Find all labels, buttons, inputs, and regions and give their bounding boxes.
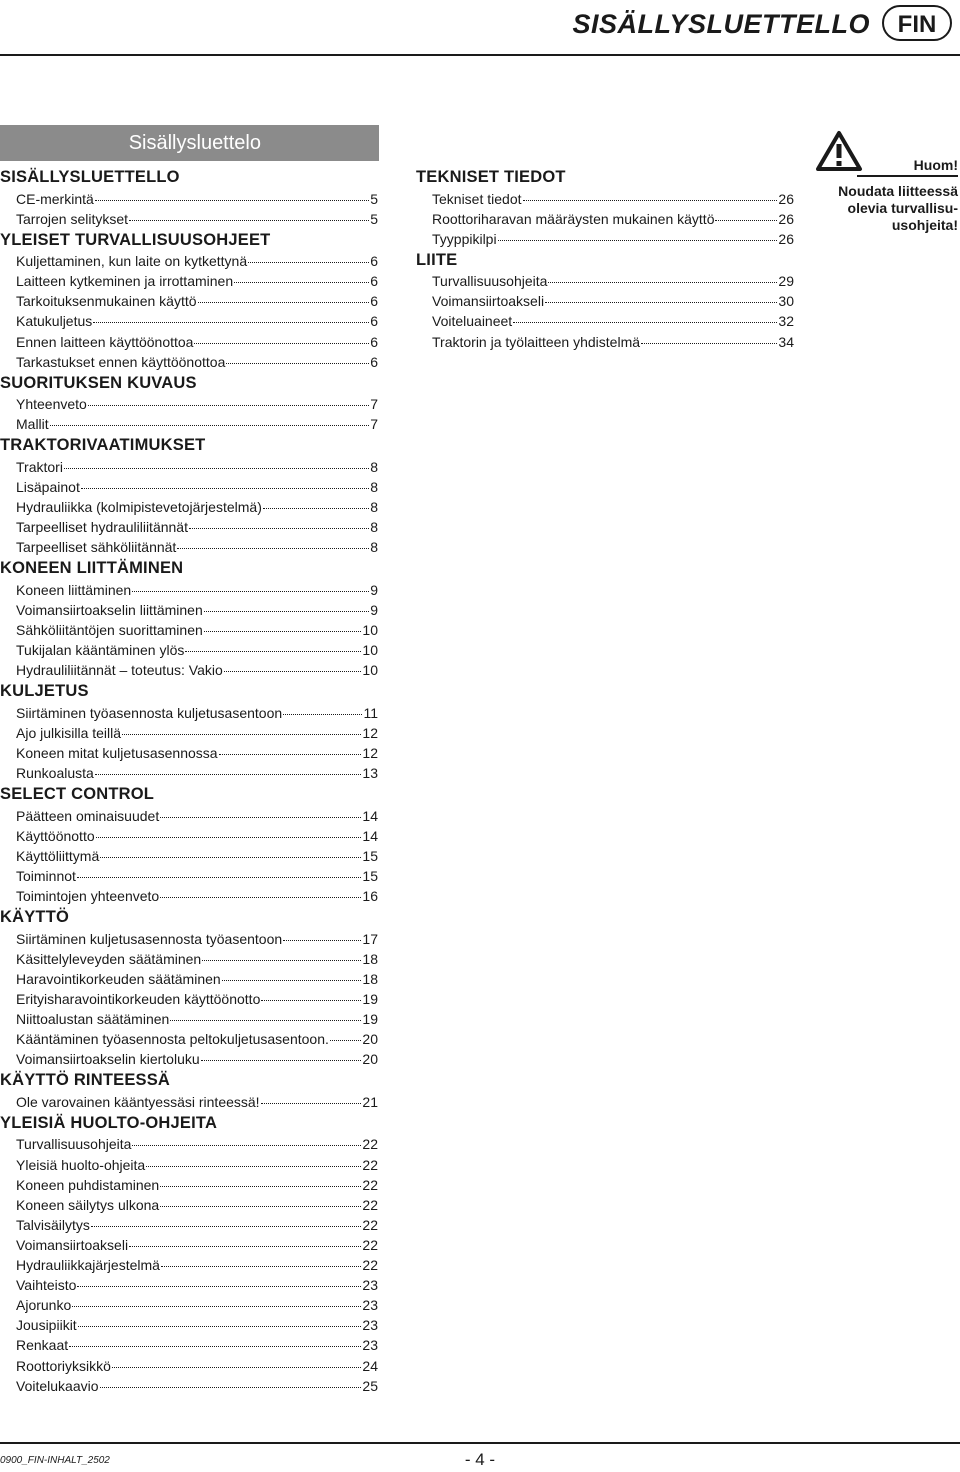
toc-entry[interactable] (16, 806, 378, 826)
toc-entry-page: 8 (370, 499, 378, 516)
toc-entry-page: 26 (778, 190, 794, 207)
toc-dot-leader (170, 1020, 361, 1021)
toc-entry-page: 26 (778, 210, 794, 227)
page-header-title: SISÄLLYSLUETTELLO (572, 9, 870, 39)
toc-entry-page: 22 (362, 1196, 378, 1213)
toc-entry-page: 16 (362, 888, 378, 905)
toc-entry-page: 7 (370, 416, 378, 433)
toc-section-heading: KULJETUS (0, 682, 89, 701)
toc-dot-leader (248, 262, 369, 263)
toc-dot-leader (222, 980, 362, 981)
toc-entry[interactable] (432, 311, 794, 331)
toc-entry-label: Yleisiä huolto-ohjeita (16, 1156, 146, 1173)
toc-dot-leader (513, 322, 777, 323)
toc-dot-leader (641, 343, 777, 344)
toc-entry-page: 6 (370, 333, 378, 350)
toc-dot-leader (548, 282, 777, 283)
toc-section-heading: SISÄLLYSLUETTELLO (0, 168, 180, 186)
toc-entry[interactable] (16, 1134, 378, 1154)
toc-entry-label: Tukijalan kääntäminen ylös (16, 642, 185, 659)
toc-entry[interactable] (16, 866, 378, 886)
toc-dot-leader (715, 220, 777, 221)
toc-entry[interactable] (16, 271, 378, 291)
toc-entry-page: 19 (362, 1011, 378, 1028)
toc-entry[interactable] (16, 457, 378, 477)
toc-dot-leader (283, 940, 361, 941)
toc-entry-page: 6 (370, 313, 378, 330)
toc-entry[interactable] (16, 414, 378, 434)
toc-entry-page: 6 (370, 273, 378, 290)
toc-entry-page: 6 (370, 353, 378, 370)
toc-section-heading: KONEEN LIITTÄMINEN (0, 559, 184, 578)
toc-entry-label: Ajorunko (16, 1297, 72, 1314)
toc-dot-leader (100, 1387, 362, 1388)
toc-entry-label: Voimansiirtoakseli (432, 293, 545, 310)
toc-entry-label: Päätteen ominaisuudet (16, 807, 160, 824)
toc-entry-page: 9 (370, 602, 378, 618)
toc-entry[interactable] (16, 600, 378, 620)
toc-entry-page: 25 (362, 1377, 378, 1394)
toc-entry-label: Tyyppikilpi (432, 230, 497, 247)
toc-entry-label: Käyttöönotto (16, 827, 95, 844)
toc-entry[interactable] (432, 229, 794, 249)
toc-dot-leader (69, 1346, 361, 1347)
toc-entry[interactable] (16, 703, 378, 723)
toc-entry-label: Laitteen kytkeminen ja irrottaminen (16, 273, 234, 290)
toc-entry-label: Tarpeelliset sähköliitännät (16, 539, 177, 556)
toc-entry[interactable] (16, 332, 378, 352)
toc-entry-label: Tarpeelliset hydrauliliitännät (16, 519, 188, 536)
toc-entry-page: 29 (778, 273, 794, 290)
toc-entry[interactable] (16, 989, 378, 1009)
language-badge: FIN (882, 5, 952, 41)
toc-dot-leader (545, 302, 777, 303)
toc-entry[interactable] (432, 332, 794, 352)
toc-entry-page: 15 (362, 868, 378, 885)
toc-entry-page: 17 (362, 930, 378, 947)
toc-entry[interactable] (16, 311, 378, 331)
toc-entry-page: 5 (370, 190, 378, 207)
toc-left-column (0, 166, 378, 1396)
toc-entry-page: 21 (362, 1093, 378, 1110)
toc-entry[interactable] (16, 1376, 378, 1396)
toc-entry[interactable] (16, 949, 378, 969)
toc-entry[interactable] (432, 209, 794, 229)
toc-entry[interactable] (16, 189, 378, 209)
toc-entry-page: 19 (362, 991, 378, 1007)
notice-text: Noudata liitteessä olevia turvallisu-usohjeita! (838, 183, 958, 233)
toc-dot-leader (261, 1000, 361, 1001)
toc-entry[interactable] (16, 1255, 378, 1275)
toc-entry-label: Roottoriharavan määräysten mukainen käyttö (432, 210, 715, 227)
toc-dot-leader (146, 1166, 361, 1167)
toc-entry-label: Jousipiikit (16, 1317, 77, 1334)
toc-entry-page: 13 (362, 765, 378, 782)
toc-dot-leader (132, 1145, 361, 1146)
toc-entry[interactable] (16, 969, 378, 989)
toc-entry-page: 32 (778, 313, 794, 330)
toc-dot-leader (77, 1286, 361, 1287)
toc-dot-leader (177, 548, 369, 549)
toc-middle-column (416, 166, 794, 352)
toc-entry[interactable] (16, 1215, 378, 1235)
toc-entry-page: 14 (362, 807, 378, 824)
toc-entry[interactable] (16, 743, 378, 763)
toc-section-heading: KÄYTTÖ (0, 908, 70, 927)
toc-entry-page: 9 (370, 581, 378, 598)
toc-dot-leader (91, 1226, 362, 1227)
toc-dot-leader (100, 857, 361, 858)
toc-entry-label: Koneen säilytys ulkona (16, 1196, 160, 1213)
toc-entry-page: 11 (363, 704, 378, 721)
toc-entry-label: Voiteluaineet (432, 313, 513, 330)
toc-entry[interactable] (16, 1092, 378, 1112)
toc-section-heading: TEKNISET TIEDOT (416, 168, 566, 186)
toc-entry-page: 22 (362, 1136, 378, 1153)
toc-entry[interactable] (16, 517, 378, 537)
toc-entry[interactable] (16, 723, 378, 743)
toc-entry[interactable] (16, 1029, 378, 1049)
toc-dot-leader (132, 591, 369, 592)
toc-dot-leader (50, 425, 370, 426)
toc-entry-page: 8 (370, 519, 378, 536)
toc-entry[interactable] (16, 497, 378, 517)
toc-entry-label: Koneen mitat kuljetusasennossa (16, 745, 218, 762)
toc-entry[interactable] (16, 763, 378, 783)
toc-dot-leader (122, 734, 361, 735)
toc-entry-label: Traktorin ja työlaitteen yhdistelmä (432, 333, 641, 350)
toc-banner: Sisällysluettelo (0, 125, 379, 161)
toc-entry-page: 8 (370, 458, 378, 475)
toc-entry-label: Koneen liittäminen (16, 581, 132, 598)
toc-entry-label: Yhteenveto (16, 396, 87, 413)
toc-dot-leader (234, 282, 369, 283)
toc-dot-leader (198, 302, 370, 303)
toc-dot-leader (129, 220, 369, 221)
toc-entry-label: Tarkastukset ennen käyttöönottoa (16, 353, 226, 370)
toc-dot-leader (95, 774, 362, 775)
header-divider (0, 54, 960, 56)
toc-entry-label: Käyttöliittymä (16, 847, 100, 864)
toc-dot-leader (160, 1206, 361, 1207)
toc-entry-label: Vaihteisto (16, 1277, 77, 1294)
toc-section-heading: KÄYTTÖ RINTEESSÄ (0, 1071, 171, 1090)
toc-entry-label: Koneen puhdistaminen (16, 1176, 160, 1193)
toc-entry-label: Tekniset tiedot (432, 190, 522, 207)
toc-entry[interactable] (16, 620, 378, 640)
toc-entry[interactable] (16, 1315, 378, 1335)
toc-dot-leader (204, 631, 362, 632)
toc-entry-page: 22 (362, 1257, 378, 1274)
toc-dot-leader (96, 837, 362, 838)
toc-dot-leader (204, 611, 369, 612)
notice-divider (857, 175, 958, 177)
toc-entry-page: 22 (362, 1236, 378, 1253)
toc-dot-leader (189, 528, 369, 529)
toc-entry[interactable] (16, 846, 378, 866)
toc-entry[interactable] (432, 189, 794, 209)
toc-entry[interactable] (16, 1155, 378, 1175)
toc-entry-label: Ennen laitteen käyttöönottoa (16, 333, 194, 350)
toc-entry-label: Haravointikorkeuden säätäminen (16, 970, 221, 987)
toc-entry-page: 23 (362, 1277, 378, 1294)
toc-entry-page: 22 (362, 1216, 378, 1233)
toc-dot-leader (261, 1103, 362, 1104)
footer-divider (0, 1442, 960, 1444)
toc-entry[interactable] (16, 209, 378, 229)
toc-entry-label: Renkaat (16, 1337, 69, 1354)
toc-entry-page: 12 (362, 745, 378, 762)
toc-dot-leader (219, 754, 362, 755)
toc-dot-leader (498, 240, 778, 241)
toc-section-heading: TRAKTORIVAATIMUKSET (0, 436, 206, 455)
toc-entry-label: Ole varovainen kääntyessäsi rinteessä! (16, 1093, 260, 1110)
toc-entry-label: Kuljettaminen, kun laite on kytkettynä (16, 253, 248, 270)
toc-entry-label: Toiminnot (16, 868, 76, 885)
toc-entry[interactable] (16, 1235, 378, 1255)
toc-entry-label: Turvallisuusohjeita (432, 273, 548, 290)
toc-entry-label: Erityisharavointikorkeuden käyttöönotto (16, 991, 261, 1007)
toc-entry-label: Voitelukaavio (16, 1377, 99, 1394)
toc-entry-page: 18 (362, 970, 378, 987)
toc-entry-label: Siirtäminen työasennosta kuljetusasentoon (16, 704, 283, 721)
toc-entry-label: CE-merkintä (16, 190, 94, 207)
toc-section-heading: YLEISIÄ HUOLTO-OHJEITA (0, 1113, 218, 1132)
toc-entry-label: Kääntäminen työasennosta peltokuljetusasentoon. (16, 1031, 329, 1048)
toc-entry-page: 20 (362, 1031, 378, 1048)
toc-entry-page: 22 (362, 1156, 378, 1173)
toc-entry[interactable] (432, 291, 794, 311)
toc-entry-label: Niittoalustan säätäminen (16, 1011, 170, 1028)
toc-entry[interactable] (16, 886, 378, 906)
toc-entry-label: Käsittelyleveyden säätäminen (16, 950, 202, 967)
toc-dot-leader (523, 200, 778, 201)
toc-entry-page: 7 (370, 396, 378, 413)
toc-entry[interactable] (432, 271, 794, 291)
toc-dot-leader (201, 1060, 362, 1061)
toc-entry-label: Lisäpainot (16, 479, 80, 496)
toc-entry-label: Roottoriyksikkö (16, 1357, 111, 1374)
toc-entry[interactable] (16, 640, 378, 660)
toc-entry-label: Mallit (16, 416, 49, 433)
footer-page-number: - 4 - (464, 1450, 496, 1469)
toc-entry-page: 12 (362, 724, 378, 741)
toc-entry-page: 23 (362, 1337, 378, 1354)
toc-section-heading: LIITE (416, 250, 458, 269)
toc-entry-label: Traktori (16, 458, 63, 475)
toc-entry-page: 34 (778, 333, 794, 350)
toc-entry[interactable] (16, 1335, 378, 1355)
toc-entry[interactable] (16, 1275, 378, 1295)
warning-triangle-icon (815, 130, 863, 172)
toc-section-heading: SUORITUKSEN KUVAUS (0, 373, 197, 392)
toc-entry-label: Ajo julkisilla teillä (16, 724, 122, 741)
toc-entry[interactable] (16, 477, 378, 497)
toc-entry[interactable] (16, 352, 378, 372)
toc-entry-page: 6 (370, 293, 378, 310)
toc-entry-page: 22 (362, 1176, 378, 1193)
toc-entry[interactable] (16, 537, 378, 557)
toc-entry-label: Voimansiirtoakselin liittäminen (16, 602, 203, 618)
toc-dot-leader (161, 1266, 361, 1267)
toc-dot-leader (185, 651, 361, 652)
toc-entry-page: 8 (370, 479, 378, 496)
toc-entry[interactable] (16, 251, 378, 271)
toc-entry[interactable] (16, 580, 378, 600)
toc-entry-page: 15 (362, 847, 378, 864)
toc-dot-leader (78, 1326, 362, 1327)
toc-entry[interactable] (16, 826, 378, 846)
toc-entry-page: 24 (362, 1357, 378, 1374)
toc-dot-leader (194, 343, 369, 344)
toc-entry-label: Runkoalusta (16, 765, 94, 782)
toc-entry-page: 30 (778, 293, 794, 310)
toc-entry-page: 23 (362, 1297, 378, 1314)
toc-entry-page: 14 (362, 827, 378, 844)
toc-entry-label: Toimintojen yhteenveto (16, 888, 160, 905)
toc-dot-leader (129, 1246, 361, 1247)
toc-entry-label: Siirtäminen kuljetusasennosta työasentoon (16, 930, 283, 947)
toc-entry-page: 6 (370, 253, 378, 270)
toc-entry[interactable] (16, 929, 378, 949)
toc-dot-leader (81, 488, 369, 489)
toc-entry-label: Hydrauliikkajärjestelmä (16, 1257, 160, 1274)
toc-dot-leader (160, 1186, 361, 1187)
toc-dot-leader (64, 468, 369, 469)
toc-section-heading: SELECT CONTROL (0, 785, 155, 804)
toc-entry-page: 20 (362, 1051, 378, 1068)
toc-entry[interactable] (16, 1356, 378, 1376)
toc-dot-leader (112, 1367, 362, 1368)
footer-document-code: 0900_FIN-INHALT_2502 (0, 1455, 110, 1466)
toc-entry-label: Voimansiirtoakseli (16, 1236, 129, 1253)
toc-entry[interactable] (16, 1049, 378, 1069)
toc-dot-leader (202, 960, 361, 961)
toc-dot-leader (160, 897, 361, 898)
toc-entry-page: 5 (370, 210, 378, 227)
toc-entry-page: 10 (362, 642, 378, 659)
toc-entry[interactable] (16, 660, 378, 680)
toc-entry[interactable] (16, 291, 378, 311)
toc-entry-page: 10 (362, 662, 378, 679)
toc-dot-leader (77, 877, 362, 878)
toc-entry-page: 26 (778, 230, 794, 247)
toc-dot-leader (72, 1306, 361, 1307)
toc-dot-leader (95, 200, 369, 201)
toc-entry[interactable] (16, 1175, 378, 1195)
toc-entry-page: 10 (362, 622, 378, 639)
toc-entry-label: Sähköliitäntöjen suorittaminen (16, 622, 203, 639)
toc-entry-label: Katukuljetus (16, 313, 93, 330)
toc-entry[interactable] (16, 1295, 378, 1315)
toc-section-heading: YLEISET TURVALLISUUSOHJEET (0, 230, 271, 249)
toc-dot-leader (93, 322, 369, 323)
toc-dot-leader (330, 1040, 362, 1041)
toc-entry[interactable] (16, 1009, 378, 1029)
toc-entry-page: 23 (362, 1317, 378, 1334)
toc-entry-label: Talvisäilytys (16, 1216, 90, 1233)
toc-entry-label: Tarkoituksenmukainen käyttö (16, 293, 197, 310)
toc-entry[interactable] (16, 1195, 378, 1215)
toc-entry-label: Hydrauliikka (kolmipistevetojärjestelmä) (16, 499, 262, 516)
toc-dot-leader (88, 405, 369, 406)
toc-entry-label: Turvallisuusohjeita (16, 1136, 132, 1153)
toc-dot-leader (224, 671, 362, 672)
notice-title: Huom! (913, 157, 958, 173)
toc-dot-leader (226, 363, 369, 364)
toc-dot-leader (160, 817, 361, 818)
toc-entry-label: Hydrauliliitännät – toteutus: Vakio (16, 662, 223, 679)
toc-entry-page: 18 (362, 950, 378, 967)
toc-entry-label: Tarrojen selitykset (16, 210, 129, 227)
toc-dot-leader (283, 714, 362, 715)
toc-entry-page: 8 (370, 539, 378, 556)
toc-dot-leader (263, 508, 369, 509)
toc-entry[interactable] (16, 394, 378, 414)
toc-entry-label: Voimansiirtoakselin kiertoluku (16, 1051, 200, 1068)
